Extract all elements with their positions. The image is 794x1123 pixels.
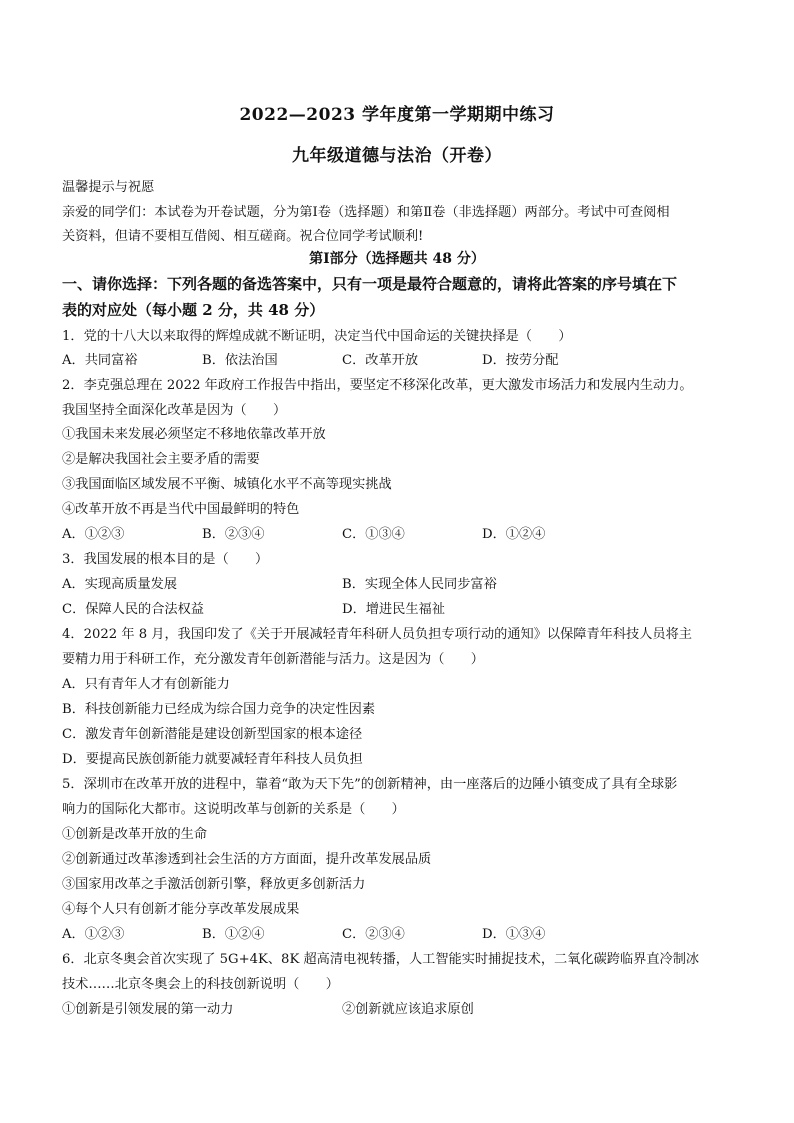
question-5-line-2: 响力的国际化大都市。这说明改革与创新的关系是（ ）: [62, 802, 405, 817]
statement-2: ②创新通过改革渗透到社会生活的方方面面，提升改革发展品质: [62, 852, 432, 867]
option-b: B．科技创新能力已经成为综合国力竞争的决定性因素: [62, 702, 376, 717]
option-a: A．①②③: [62, 527, 125, 542]
statement-3: ③我国面临区域发展不平衡、城镇化水平不高等现实挑战: [62, 477, 392, 492]
statement-2: ②是解决我国社会主要矛盾的需要: [62, 452, 260, 467]
statement-1: ①我国未来发展必须坚定不移地依靠改革开放: [62, 427, 326, 442]
option-a: A．共同富裕: [62, 353, 138, 368]
option-b: B．实现全体人民同步富裕: [342, 577, 497, 592]
exam-subtitle: 九年级道德与法治（开卷）: [292, 146, 502, 166]
question-1: 1．党的十八大以来取得的辉煌成就不断证明，决定当代中国命运的关键抉择是（ ）: [62, 329, 572, 344]
tips-heading: 温馨提示与祝愿: [62, 180, 155, 195]
option-d: D．要提高民族创新能力就要减轻青年科技人员负担: [62, 752, 363, 767]
question-4-line-2: 要精力用于科研工作，充分激发青年创新潜能与活力。这是因为（ ）: [62, 652, 484, 667]
option-a: A．只有青年人才有创新能力: [62, 677, 230, 692]
option-a: A．①②③: [62, 927, 125, 942]
exam-title: 2022—2023 学年度第一学期期中练习: [239, 105, 555, 125]
option-c: C．保障人民的合法权益: [62, 602, 204, 617]
option-b: B．依法治国: [202, 353, 278, 368]
statement-2: ②创新就应该追求原创: [342, 1002, 474, 1017]
question-2-line-2: 我国坚持全面深化改革是因为（ ）: [62, 403, 287, 418]
option-b: B．①②④: [202, 927, 265, 942]
option-c: C．①③④: [342, 527, 405, 542]
question-5-line-1: 5．深圳市在改革开放的进程中，靠着“敢为天下先”的创新精神，由一座落后的边陲小镇变成了具有全球影: [62, 777, 678, 792]
question-6-line-2: 技术……北京冬奥会上的科技创新说明（ ）: [62, 977, 339, 992]
tips-line-1: 亲爱的同学们：本试卷为开卷试题，分为第Ⅰ卷（选择题）和第Ⅱ卷（非选择题）两部分。考试中可查阅相: [62, 205, 670, 220]
statement-3: ③国家用改革之手激活创新引擎，释放更多创新活力: [62, 877, 366, 892]
statement-4: ④每个人只有创新才能分享改革发展成果: [62, 902, 300, 917]
part-1-title: 第Ⅰ部分（选择题共 48 分）: [309, 251, 485, 267]
option-b: B．②③④: [202, 527, 265, 542]
question-2-line-1: 2．李克强总理在 2022 年政府工作报告中指出，要坚定不移深化改革，更大激发市场活力和发展内生动力。: [62, 378, 693, 393]
question-3: 3．我国发展的根本目的是（ ）: [62, 552, 269, 567]
option-d: D．①③④: [482, 927, 546, 942]
option-d: D．①②④: [482, 527, 546, 542]
section-instruction-1: 一、请你选择：下列各题的备选答案中，只有一项是最符合题意的，请将此答案的序号填在下: [62, 275, 678, 293]
section-instruction-2: 表的对应处（每小题 2 分，共 48 分）: [62, 301, 325, 319]
option-c: C．激发青年创新潜能是建设创新型国家的根本途径: [62, 727, 363, 742]
statement-1: ①创新是引领发展的第一动力: [62, 1002, 234, 1017]
statement-1: ①创新是改革开放的生命: [62, 827, 208, 842]
option-c: C．改革开放: [342, 353, 419, 368]
statement-4: ④改革开放不再是当代中国最鲜明的特色: [62, 502, 300, 517]
option-a: A．实现高质量发展: [62, 577, 178, 592]
tips-line-2: 关资料，但请不要相互借阅、相互磋商。祝合位同学考试顺利!: [62, 229, 424, 244]
question-4-line-1: 4．2022 年 8 月，我国印发了《关于开展减轻青年科研人员负担专项行动的通知》以保障青年科技人员将主: [62, 627, 692, 642]
option-d: D．按劳分配: [482, 353, 559, 368]
option-d: D．增进民生福祉: [342, 602, 445, 617]
question-6-line-1: 6．北京冬奥会首次实现了 5G+4K、8K 超高清电视转播，人工智能实时捕捉技术，二氧化碳跨临界直冷制冰: [62, 952, 700, 967]
option-c: C．②③④: [342, 927, 405, 942]
